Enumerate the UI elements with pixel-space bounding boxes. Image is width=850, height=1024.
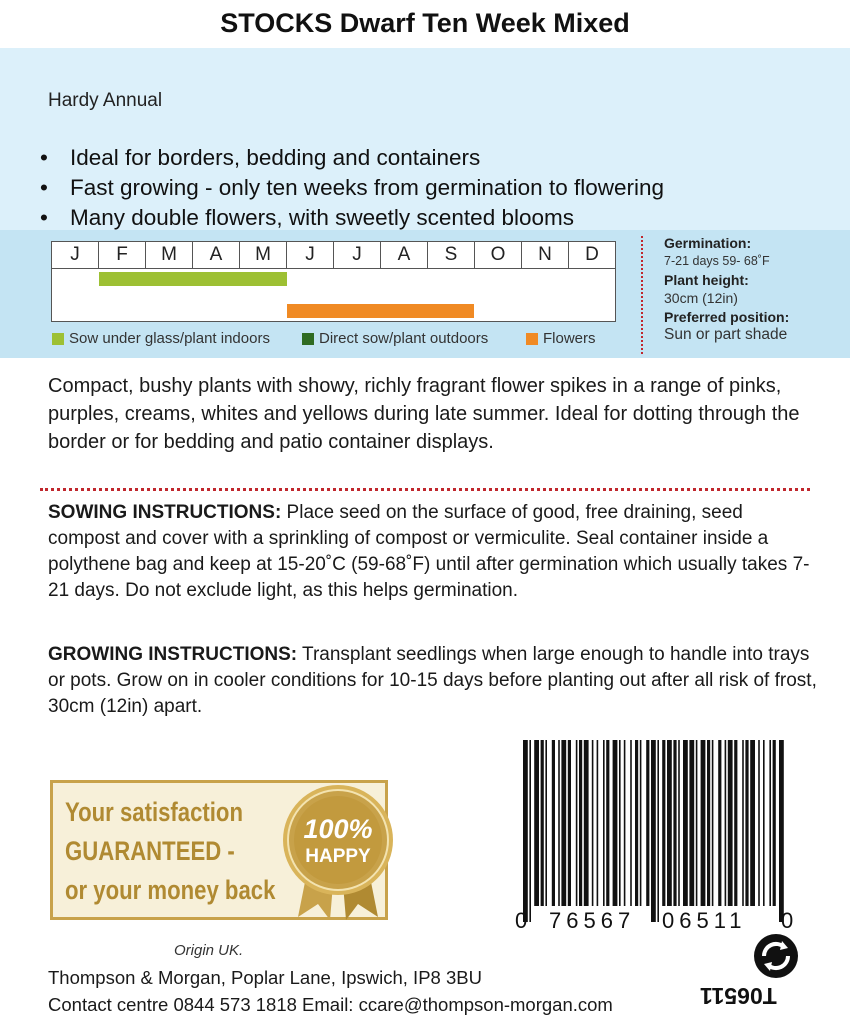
barcode-digit: 0 [781,908,794,932]
barcode-bar [763,740,765,906]
month-label: J [52,242,99,268]
barcode-bar [613,740,618,906]
origin: Origin UK. [174,942,244,959]
barcode-bar [624,740,626,906]
barcode-bar [728,740,733,906]
barcode-bar [718,740,721,906]
feature-item: • Ideal for borders, bedding and containers [40,145,481,170]
month-label: N [522,242,569,268]
seal-percent: 100% [303,814,373,844]
barcode-bar [584,740,589,906]
barcode-bar [545,740,547,906]
flowers-bar [287,304,475,318]
height-value: 30cm (12in) [664,290,738,306]
barcode-bar [561,740,566,906]
germination-label: Germination: [664,235,752,251]
barcode-bar [678,740,680,906]
barcode-bar [651,740,656,922]
legend-direct-sow: Direct sow/plant outdoors [302,330,488,347]
barcode-bar [552,740,555,906]
description: Compact, bushy plants with showy, richly fragrant flower spikes in a range of pinks, purples, creams, whites and yellows during late summer. Ideal for dotting through the border or for bedding and patio container displays. [48,375,800,453]
month-label: J [334,242,381,268]
barcode-bar [707,740,710,906]
barcode-bar [646,740,649,906]
happy-seal-icon [268,772,408,922]
barcode-bar [579,740,582,906]
barcode-bar [745,740,748,906]
month-label: D [585,244,599,265]
sow-indoors-bar [99,272,287,286]
barcode-bars [523,740,784,922]
month-label: F [99,242,146,268]
growing-info [664,234,789,345]
barcode-bar [619,740,621,906]
barcode-digit: 76567 [549,908,636,932]
barcode-bar [779,740,784,922]
feature-item: • Fast growing - only ten weeks from germination to flowering [40,175,665,200]
legend-sow-indoors: Sow under glass/plant indoors [52,330,270,347]
barcode-bar [769,740,771,906]
dotted-separator [641,236,643,354]
product-title: STOCKS Dwarf Ten Week Mixed [220,8,630,38]
dotted-divider [40,488,810,491]
barcode-bar [696,740,698,906]
month-label: A [193,242,240,268]
barcode-bar [662,740,665,906]
barcode-bar [683,740,688,906]
barcode-bar [534,740,539,906]
month-label: M [240,242,287,268]
barcode-bar [529,740,531,922]
legend-swatch [52,333,64,345]
barcode-bar [606,740,609,906]
growing-instructions: GROWING INSTRUCTIONS: Transplant seedlings when large enough to handle into trays or pots. Grow on in cooler conditions for 10-15 days before planting out after all risk of frost, 30cm (12in) apart. [48,644,817,717]
position-label: Preferred position: [664,309,790,325]
feature-item: • Many double flowers, with sweetly scented blooms [40,205,574,230]
legend-swatch [302,333,314,345]
barcode-bar [592,740,594,906]
month-row [52,242,615,269]
barcode-digit: 06511 [662,908,747,932]
barcode-bar [725,740,727,906]
month-label: O [475,242,522,268]
seal-happy: HAPPY [305,846,371,867]
barcode-bar [734,740,737,906]
month-label: S [428,242,475,268]
month-label: M [146,242,193,268]
barcode-bar [712,740,714,906]
barcode-bar [576,740,578,906]
barcode-bar [558,740,560,906]
germination-value: 7-21 days 59- 68˚F [664,254,770,268]
barcode-bar [750,740,755,906]
barcode-bar [630,740,632,906]
guarantee-text: Your satisfaction GUARANTEED - or your money back [65,797,276,905]
barcode-bar [657,740,659,922]
barcode-bar [701,740,706,906]
legend-swatch [526,333,538,345]
plant-type: Hardy Annual [48,90,163,111]
barcode-bar [635,740,638,906]
barcode-bar [640,740,642,906]
position-value: Sun or part shade [664,326,788,343]
legend-flowers: Flowers [526,330,596,347]
company-address: Thompson & Morgan, Poplar Lane, Ipswich, IP8 3BU [48,967,482,988]
barcode-bar [689,740,694,906]
barcode-bar [742,740,744,906]
barcode-bar [597,740,599,906]
barcode-bar [773,740,776,906]
month-label: A [381,242,428,268]
month-label: J [287,242,334,268]
height-label: Plant height: [664,272,749,288]
barcode-bar [603,740,605,906]
barcode-bar [673,740,676,906]
barcode-bar [667,740,672,906]
barcode [515,740,795,932]
product-code: T06511 [700,983,777,1009]
barcode-bar [541,740,544,906]
contact-info: Contact centre 0844 573 1818 Email: ccare@thompson-morgan.com [48,994,613,1015]
sowing-instructions: SOWING INSTRUCTIONS: Place seed on the surface of good, free draining, seed compost and cover with a sprinkling of compost or vermiculite. Seal container inside a polythene bag and keep at 15-20˚C (59-68˚F) until after germination which usually takes 7-21 days. Do not exclude light, as this helps germination. [48,502,810,601]
feature-list [40,143,664,233]
barcode-bar [523,740,528,922]
barcode-bar [568,740,571,906]
sowing-calendar [51,241,616,322]
recycle-icon [752,932,800,980]
barcode-bar [758,740,760,906]
barcode-digit: 0 [515,908,528,932]
